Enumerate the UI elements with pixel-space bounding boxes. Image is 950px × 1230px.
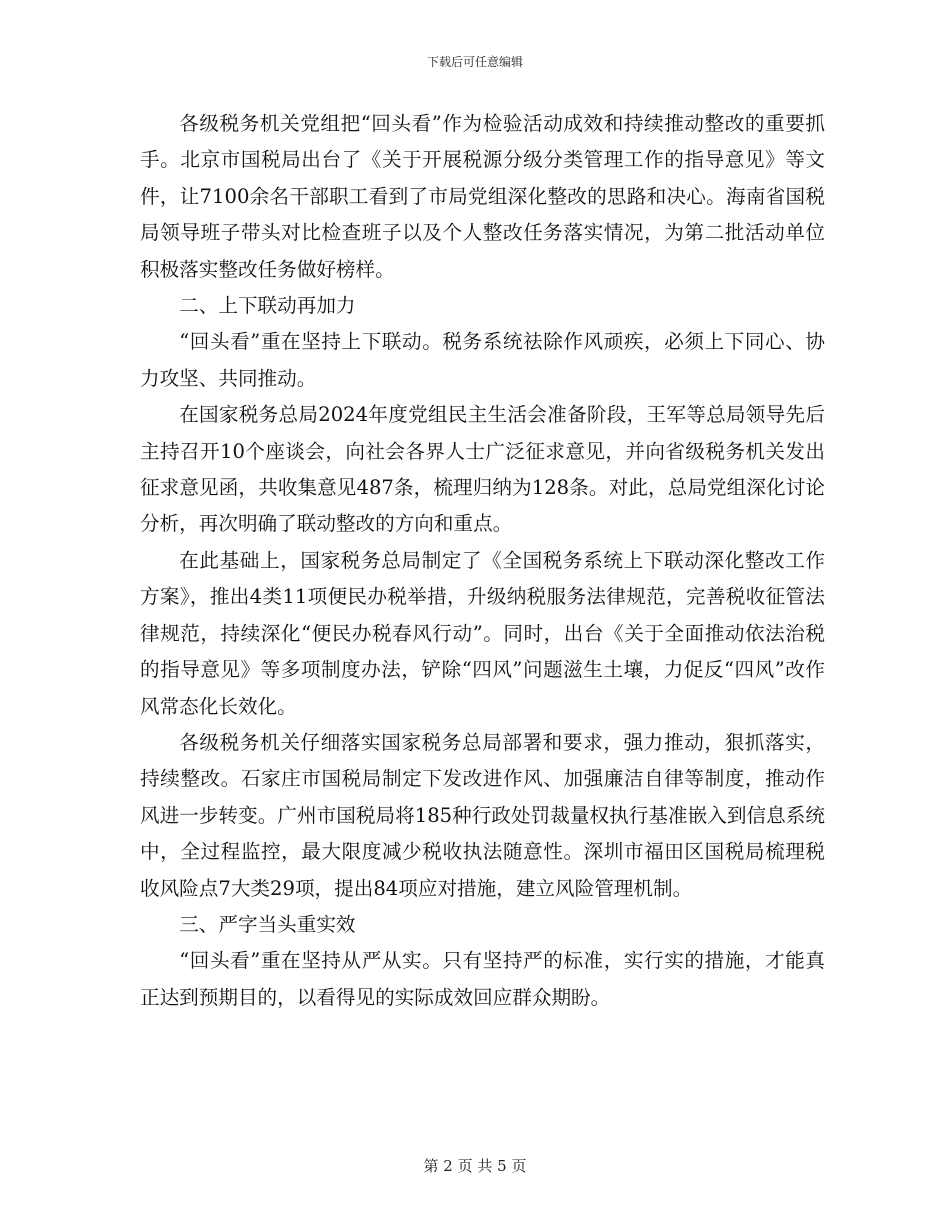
page-number: 第 2 页 共 5 页 — [423, 1157, 527, 1175]
section-heading-2: 二、上下联动再加力 — [179, 294, 356, 318]
document-body — [140, 106, 825, 1016]
paragraph-2: “回头看”重在坚持上下联动。税务系统祛除作风顽疾，必须上下同心、协力攻坚、共同推动。 — [140, 330, 825, 390]
paragraph-5: 各级税务机关仔细落实国家税务总局部署和要求，强力推动，狠抓落实，持续整改。石家庄市国税局制定下发改进作风、加强廉洁自律等制度，推动作风进一步转变。广州市国税局将185种行政处罚裁量权执行基准嵌入到信息系统中，全过程监控，最大限度减少税收执法随意性。深圳市福田区国税局梳理税收风险点7大类29项，提出84项应对措施，建立风险管理机制。 — [140, 730, 825, 900]
paragraph-4: 在此基础上，国家税务总局制定了《全国税务系统上下联动深化整改工作方案》，推出4类11项便民办税举措，升级纳税服务法律规范，完善税收征管法律规范，持续深化“便民办税春风行动”。同时，出台《关于全面推动依法治税的指导意见》等多项制度办法，铲除“四风”问题滋生土壤，力促反“四风”改作风常态化长效化。 — [140, 548, 825, 718]
page-header-note: 下载后可任意编辑 — [426, 55, 523, 69]
paragraph-3: 在国家税务总局2024年度党组民主生活会准备阶段，王军等总局领导先后主持召开10个座谈会，向社会各界人士广泛征求意见，并向省级税务机关发出征求意见函，共收集意见487条，梳理归纳为128条。对此，总局党组深化讨论分析，再次明确了联动整改的方向和重点。 — [140, 403, 825, 536]
paragraph-1: 各级税务机关党组把“回头看”作为检验活动成效和持续推动整改的重要抓手。北京市国税局出台了《关于开展税源分级分类管理工作的指导意见》等文件，让7100余名干部职工看到了市局党组深化整改的思路和决心。海南省国税局领导班子带头对比检查班子以及个人整改任务落实情况，为第二批活动单位积极落实整改任务做好榜样。 — [140, 112, 825, 281]
section-heading-3: 三、严字当头重实效 — [179, 912, 356, 936]
paragraph-6: “回头看”重在坚持从严从实。只有坚持严的标准，实行实的措施，才能真正达到预期目的，以看得见的实际成效回应群众期盼。 — [140, 949, 825, 1009]
